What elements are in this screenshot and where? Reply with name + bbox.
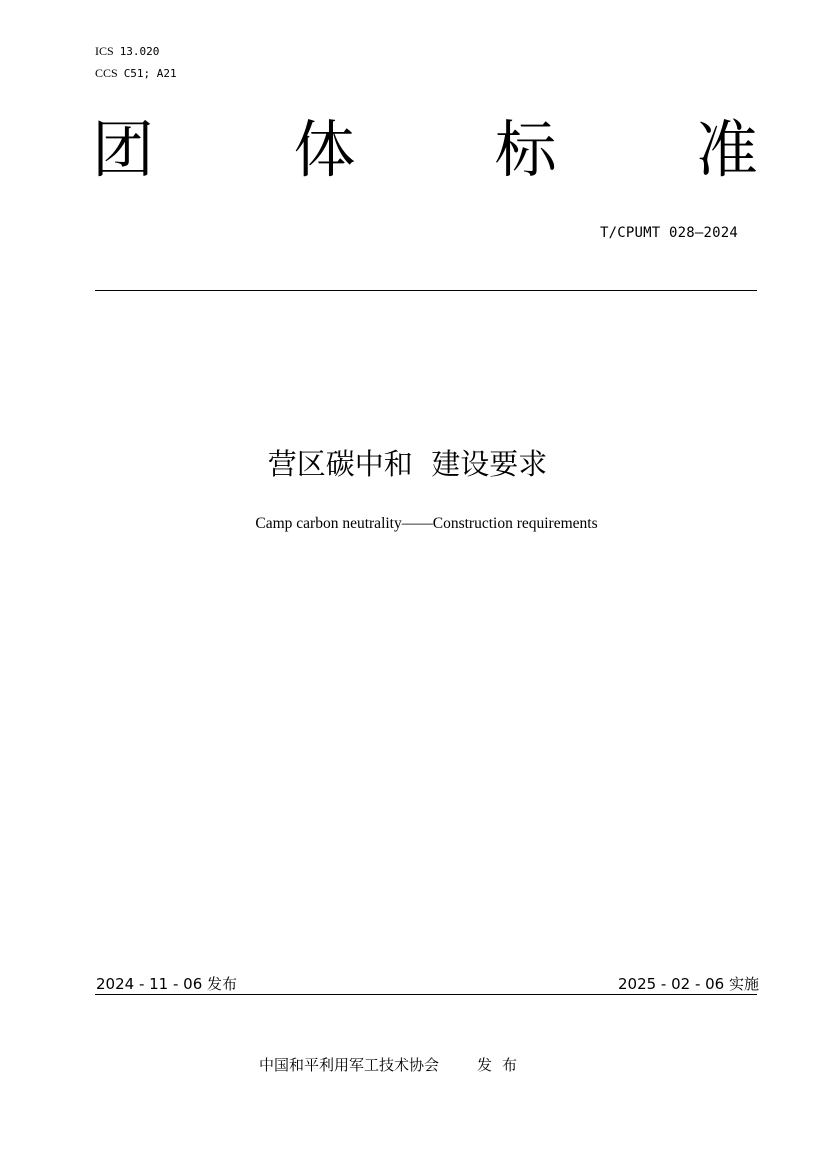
ics-label: ICS bbox=[95, 44, 114, 58]
classification-codes bbox=[95, 40, 177, 84]
ics-value: 13.020 bbox=[119, 45, 160, 58]
standard-type-heading bbox=[92, 112, 758, 188]
standard-type-char: 标 bbox=[494, 113, 557, 186]
publisher-line bbox=[259, 1054, 527, 1075]
bottom-divider bbox=[95, 994, 757, 995]
ccs-row bbox=[95, 62, 177, 84]
publisher-action: 发布 bbox=[477, 1056, 528, 1074]
standard-type-char: 团 bbox=[92, 113, 155, 186]
document-title-english: Camp carbon neutrality——Construction requirements bbox=[255, 515, 598, 532]
standard-number: T/CPUMT 028—2024 bbox=[599, 225, 738, 241]
publisher-name: 中国和平利用军工技术协会 bbox=[259, 1056, 440, 1074]
document-title-chinese: 营区碳中和 建设要求 bbox=[267, 447, 548, 481]
standard-type-char: 体 bbox=[293, 113, 356, 186]
implementation-date: 2025 - 02 - 06 实施 bbox=[617, 975, 759, 993]
ccs-value: C51; A21 bbox=[123, 67, 177, 80]
ics-row bbox=[95, 40, 177, 62]
top-divider bbox=[95, 290, 757, 291]
standard-type-char: 准 bbox=[695, 113, 758, 186]
ccs-label: CCS bbox=[95, 66, 118, 80]
publish-date: 2024 - 11 - 06 发布 bbox=[96, 975, 238, 993]
